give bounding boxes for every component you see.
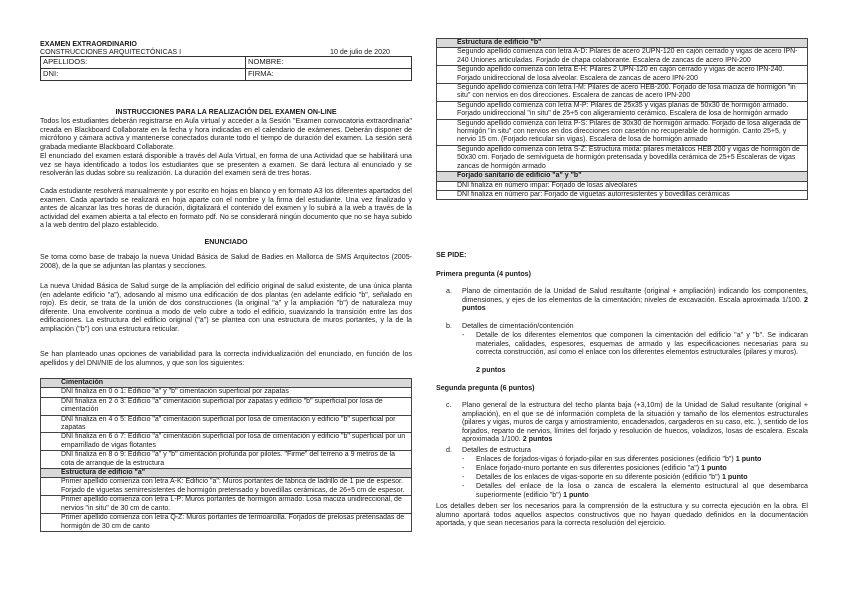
- q1-b-text: Detalles de cimentación/contención: [462, 322, 574, 330]
- firma-field[interactable]: FIRMA:: [246, 69, 412, 81]
- table-row: Segundo apellido comienza con letra A-D: Pilares de acero 2UPN-120 en cajón cerrado y vigas de acero IPN-240 Uniones articuladas. Forjado de chapa colaborante. Escalera de zancas de acero IPN-200: [437, 48, 808, 66]
- table-row: Segundo apellido comienza con letra M-P: Pilares de 25x35 y vigas planas de 50x30 de hormigón armado. Forjado unidireccional "in situ" de 25+5 con aligeramiento cerámico. Escalera de losa de hormigón armado: [437, 101, 808, 119]
- q1-title: Primera pregunta (4 puntos): [436, 270, 531, 278]
- table-row: DNI finaliza en 0 ó 1: Edificio "a" y "b" cimentación superficial por zapatas: [41, 388, 412, 397]
- table-section: Estructura de edificio "b": [437, 39, 808, 48]
- table-row: DNI finaliza en 2 ó 3: Edificio "a" cimentación superficial por zapatas y edificio "b" superficial por losa de cimentación: [41, 397, 412, 415]
- left-options-table: [40, 378, 412, 532]
- q1-a-marker: a.: [446, 287, 452, 295]
- q2-d-item: [476, 455, 808, 464]
- q2-d-marker: d.: [446, 446, 452, 454]
- final-note: Los detalles deben ser los necesarios para la comprensión de la estructura y su correcta ejecución en la obra. El alumno aportará todos aquellos aspectos constructivos que no hayan quedado definidos en la documentación aportada, y que sean necesarios para la correcta resolución del ejercicio.: [436, 502, 808, 528]
- enunciado-p3: Se han planteado unas opciones de variabilidad para la correcta individualización del enunciado, en función de los apellidos y del DNI/NIE de los alumnos, y que son los siguientes:: [40, 350, 412, 367]
- q2-d-item-points: 1 punto: [735, 455, 762, 463]
- right-options-table: [436, 38, 808, 200]
- apellidos-field[interactable]: APELLIDOS:: [41, 57, 246, 69]
- instructions-p1: Todos los estudiantes deberán registrarse en Aula virtual y acceder a la Sesión "Examen convocatoria extraordinaria" creada en Blackboard Collaborate en la fecha y hora indicadas en el calendario de exámenes. Deberán disponer de micrófono y cámara activa y mantenerse conectados durante todo el tiempo de duración del examen. La sesión será grabada mediante Blackboard Collaborate.: [40, 117, 412, 151]
- q1-a-points: 2 puntos: [462, 295, 808, 313]
- exam-date: 10 de julio de 2020: [330, 48, 390, 56]
- table-row: DNI finaliza en número par: Forjado de viguetas autorresistentes y bovedillas cerámicas: [437, 190, 808, 199]
- q1-b-points: 2 puntos: [476, 366, 506, 374]
- student-info-table: [40, 56, 412, 81]
- table-row: DNI finaliza en 6 ó 7: Edificio "a" cimentación superficial por losa de cimentación y edificio "b" superficial por un emparrillado de vigas flotantes: [41, 433, 412, 451]
- table-row: DNI finaliza en número impar: Forjado de losas alveolares: [437, 181, 808, 190]
- right-options-table-wrap: [436, 38, 808, 200]
- q2-d-item: [476, 464, 808, 473]
- dni-field[interactable]: DNI:: [41, 69, 246, 81]
- table-section: Cimentación: [41, 379, 412, 388]
- q2-d-item-text: Detalles del enlace de la losa o zanca de escalera la elemento estructural al que desembarca superiormente (edificio "b"): [476, 482, 808, 499]
- instructions-p3: Cada estudiante resolverá manualmente y por escrito en hojas en blanco y en formato A3 los diferentes apartados del examen. Cada apartado se realizará en hoja aparte con el nombre y la firma del estudiante. Una vez finalizado y antes de alcanzar las tres horas de duración, digitalizará el contenido del examen y lo subirá a la web a través de la actividad del examen abierta a tal efecto en formato pdf. No se considerará ningún documento que no se haya subido a la web dentro del plazo establecido.: [40, 187, 412, 230]
- q1-a-text: [462, 287, 808, 313]
- q2-d-dash: -: [462, 473, 465, 481]
- q1-b-sub: Detalle de los diferentes elementos que componen la cimentación del edificio "a" y "b". Se indicaran materiales, calidades, espesores, esquemas de armado y las especificaciones necesarias para su correcta construcción, así como el enlace con los diferentes elementos estructurales (pilares y muros).: [476, 331, 808, 357]
- q2-d-item-points: 1 punto: [701, 464, 727, 472]
- table-row: Segundo apellido comienza con letra I-M: Pilares de acero HEB-200. Forjado de losa maciza de hormigón "in situ" con nervios en dos direcciones. Escalera de zancas de acero IPN-200: [437, 84, 808, 102]
- enunciado-title: ENUNCIADO: [204, 238, 248, 246]
- table-row: Primer apellido comienza con letra L-P: Muros portantes de hormigón armado. Losa maciza unidireccional, de nervios "in situ" de 30 cm de canto.: [41, 496, 412, 514]
- nombre-field[interactable]: NOMBRE:: [246, 57, 412, 69]
- course-name: CONSTRUCCIONES ARQUITECTÓNICAS I: [40, 48, 182, 56]
- enunciado-p2: La nueva Unidad Básica de Salud surge de la ampliación del edificio original de salud existente, de una única planta (en adelante edificio "a"), adosando al mismo una edificación de dos plantas (en adelante edificio "b", señalado en rojo). Es decir, se trata de la unión de dos construcciones (la original "a" y la ampliación "b") de naturaleza muy diferente. Una envolvente continua a modo de velo cubre a todo el edificio, suavizando la transición entre las dos edificaciones. La estructura del edificio original ("a") se plantea con una estructura de muros portantes, y la de la ampliación ("b") con una estructura reticular.: [40, 282, 412, 333]
- q2-d-item-text: Enlace forjado-muro portante en sus diferentes posiciones (edificio "a"): [476, 464, 700, 472]
- q2-d-dash: -: [462, 455, 465, 463]
- table-section: Estructura de edificio "a": [41, 469, 412, 478]
- q2-c-text: [462, 401, 808, 444]
- se-pide-label: SE PIDE:: [436, 251, 467, 259]
- q1-a-body: Plano de cimentación de la Unidad de Salud resultante (original + ampliación) indicando los componentes, dimensiones, y ejes de los elementos de la cimentación; niveles de excavación. Escala aproximada 1/100.: [462, 287, 808, 304]
- table-row: DNI finaliza en 8 ó 9: Edificio "a" y "b" cimentación profunda por pilotes. "Firme" del terreno a 9 metros de la cota de arranque de la estructura: [41, 451, 412, 469]
- q2-d-item: [476, 473, 808, 482]
- table-row: Segundo apellido comienza con letra E-H: Pilares 2 UPN-120 en cajón cerrado y vigas de acero IPN-240. Forjado unidireccional de losa alveolar. Escalera de zancas de acero IPN-200: [437, 66, 808, 84]
- q2-d-item: [476, 482, 808, 499]
- q2-title: Segunda pregunta (6 puntos): [436, 384, 535, 392]
- q1-b-marker: b.: [446, 322, 452, 330]
- q2-d-item-points: 1 punto: [721, 473, 748, 481]
- table-section: Forjado sanitario de edificio "a" y "b": [437, 172, 808, 181]
- q2-d-dash: -: [462, 482, 465, 490]
- q2-c-body: Plano general de la estructura del techo planta baja (+3,10m) de la Unidad de Salud resultante (original + ampliación), en el que se dé información completa de la situación y tamaño de los elementos estructurales (pilares y vigas, muros de carga y arriostramiento, encadenados, cargaderos en su caso, etc. ), sentido de los forjados, reparto de nervios, límites del forjado y resolución de huecos, voladizos, losas de escalera. Escala aproximada 1/100.: [462, 401, 808, 444]
- q2-d-item-points: 1 punto: [563, 490, 589, 499]
- q2-d-dash: -: [462, 464, 465, 472]
- left-options-table-wrap: [40, 378, 412, 532]
- table-row: Primer apellido comienza con letra Q-Z: Muros portantes de termoarcilla. Forjados de prelosas pretensadas de hormigón de 30 cm de canto: [41, 514, 412, 532]
- instructions-title: INSTRUCCIONES PARA LA REALIZACIÓN DEL EXAMEN ON-LINE: [115, 108, 337, 116]
- table-row: Segundo apellido comienza con letra S-Z: Estructura mixta: pilares metálicos HEB 200 y vigas de hormigón de 50x30 cm. Forjado de semivigueta de hormigón pretensada y bovedilla cerámica de 25+5 Escaleras de vigas zancas de hormigón armado: [437, 145, 808, 171]
- table-row: Segundo apellido comienza con letra P-S: Pilares de 30x30 de hormigón armado. Forjado de losa aligerada de hormigón "in situ" con nervios en dos direcciones con casetón no recuperable de hormigón. Canto 25+5, y nervio 15 cm. (Forjado reticular sin vigas). Escalera de losa de hormigón armado: [437, 119, 808, 145]
- q2-c-marker: c.: [446, 401, 452, 409]
- table-row: DNI finaliza en 4 ó 5: Edificio "a" cimentación superficial por losa de cimentación y edificio "b" superficial por zapatas: [41, 415, 412, 433]
- q2-d-text: Detalles de estructura: [462, 446, 532, 454]
- q2-c-points: 2 puntos: [522, 435, 553, 444]
- q2-d-item-text: Detalles de los enlaces de vigas-soporte en su diferente posición (edificio "b"): [476, 473, 720, 481]
- table-row: Primer apellido comienza con letra A-K: Edificio "a": Muros portantes de fábrica de ladrillo de 1 pie de espesor. Forjado de viguetas semirresistentes de hormigón pretensado y bovedillas cerámicas, de 26+5 cm de espesor.: [41, 478, 412, 496]
- q2-d-item-text: Enlaces de forjados-vigas ó forjado-pilar en sus diferentes posiciones (edificio "b"): [476, 455, 734, 463]
- enunciado-p1: Se toma como base de trabajo la nueva Unidad Básica de Salud de Badies en Mallorca de SMS Arquitectos (2005-2008), de la que se adjuntan las plantas y secciones.: [40, 253, 412, 270]
- instructions-p2: El enunciado del examen estará disponible a través del Aula Virtual, en forma de una Actividad que se habilitará una vez se haya identificado a todos los estudiantes que se presenten a examen. Se dará lectura al enunciado y se resolverán las dudas sobre su realización. La duración del examen será de tres horas.: [40, 152, 412, 178]
- exam-title: EXAMEN EXTRAORDINARIO: [40, 40, 137, 48]
- q1-b-dash: -: [462, 331, 465, 339]
